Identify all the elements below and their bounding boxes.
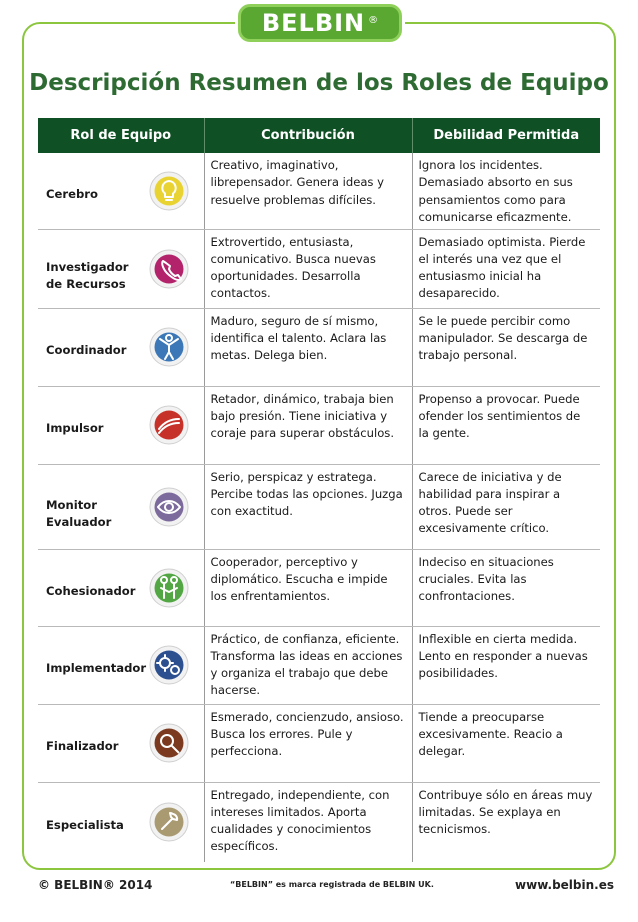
footer-copyright: © BELBIN® 2014 — [38, 878, 153, 892]
weakness-cell: Se le puede percibir como manipulador. Se descarga de trabajo personal. — [412, 308, 600, 386]
role-name: Investigador de Recursos — [46, 259, 129, 291]
weakness-cell: Ignora los incidentes. Demasiado absorto en sus pensamientos como para comunicarse eficazmente. — [412, 153, 600, 229]
contribution-cell: Maduro, seguro de sí mismo, identifica el talento. Aclara las metas. Delega bien. — [204, 308, 412, 386]
phone-icon — [149, 249, 189, 289]
table-row — [38, 782, 600, 862]
magnifier-icon — [149, 723, 189, 763]
footer — [38, 878, 614, 898]
role-name: Impulsor — [46, 420, 104, 435]
role-cell — [38, 153, 204, 229]
role-cell — [38, 549, 204, 626]
role-name: Cerebro — [46, 186, 98, 201]
weakness-cell: Propenso a provocar. Puede ofender los sentimientos de la gente. — [412, 386, 600, 464]
role-name: Especialista — [46, 818, 124, 833]
contribution-cell: Retador, dinámico, trabaja bien bajo presión. Tiene iniciativa y coraje para superar obstáculos. — [204, 386, 412, 464]
role-cell — [38, 782, 204, 862]
weakness-cell: Tiende a preocuparse excesivamente. Reacio a delegar. — [412, 704, 600, 782]
contribution-cell: Esmerado, concienzudo, ansioso. Busca los errores. Pule y perfecciona. — [204, 704, 412, 782]
role-cell — [38, 229, 204, 308]
contribution-cell: Extrovertido, entusiasta, comunicativo. Busca nuevas oportunidades. Desarrolla contactos. — [204, 229, 412, 308]
two-people-icon — [149, 568, 189, 608]
table-header-row — [38, 118, 600, 153]
page-title: Descripción Resumen de los Roles de Equipo — [29, 70, 609, 96]
logo-text: BELBIN — [261, 9, 366, 37]
footer-trademark: “BELBIN” es marca registrada de BELBIN UK. — [230, 880, 434, 889]
eye-icon — [149, 487, 189, 527]
tool-icon — [149, 802, 189, 842]
weakness-cell: Demasiado optimista. Pierde el interés una vez que el entusiasmo inicial ha desaparecido. — [412, 229, 600, 308]
pipe-icon — [149, 405, 189, 445]
contribution-cell: Creativo, imaginativo, librepensador. Genera ideas y resuelve problemas difíciles. — [204, 153, 412, 229]
table-row — [38, 464, 600, 549]
role-cell — [38, 626, 204, 704]
contribution-cell: Práctico, de confianza, eficiente. Transforma las ideas en acciones y organiza el trabajo que debe hacerse. — [204, 626, 412, 704]
table-row — [38, 549, 600, 626]
role-cell — [38, 464, 204, 549]
lightbulb-icon — [149, 171, 189, 211]
role-name: Monitor Evaluador — [46, 497, 112, 529]
roles-table — [38, 118, 600, 862]
header-weakness: Debilidad Permitida — [412, 118, 600, 153]
footer-website[interactable]: www.belbin.es — [515, 878, 614, 892]
role-name: Cohesionador — [46, 583, 136, 598]
role-cell — [38, 308, 204, 386]
weakness-cell: Inflexible en cierta medida. Lento en responder a nuevas posibilidades. — [412, 626, 600, 704]
contribution-cell: Serio, perspicaz y estratega. Percibe todas las opciones. Juzga con exactitud. — [204, 464, 412, 549]
person-arms-up-icon — [149, 327, 189, 367]
header-contribution: Contribución — [204, 118, 412, 153]
role-name: Implementador — [46, 660, 147, 675]
role-cell — [38, 704, 204, 782]
role-name: Coordinador — [46, 342, 127, 357]
belbin-logo — [238, 4, 402, 42]
table-row — [38, 229, 600, 308]
role-cell — [38, 386, 204, 464]
role-name: Finalizador — [46, 738, 119, 753]
header-role: Rol de Equipo — [38, 118, 204, 153]
weakness-cell: Contribuye sólo en áreas muy limitadas. Se explaya en tecnicismos. — [418, 787, 593, 837]
table-row — [38, 626, 600, 704]
contribution-cell: Cooperador, perceptivo y diplomático. Escucha e impide los enfrentamientos. — [204, 549, 412, 626]
contribution-cell: Entregado, independiente, con intereses limitados. Aporta cualidades y conocimientos específicos. — [204, 782, 412, 862]
logo-registered-mark: ® — [368, 15, 379, 26]
table-row — [38, 308, 600, 386]
weakness-cell: Carece de iniciativa y de habilidad para inspirar a otros. Puede ser excesivamente crítico. — [412, 464, 600, 549]
weakness-cell: Indeciso en situaciones cruciales. Evita las confrontaciones. — [412, 549, 600, 626]
gears-icon — [149, 645, 189, 685]
table-row — [38, 386, 600, 464]
table-row — [38, 704, 600, 782]
table-row — [38, 153, 600, 229]
